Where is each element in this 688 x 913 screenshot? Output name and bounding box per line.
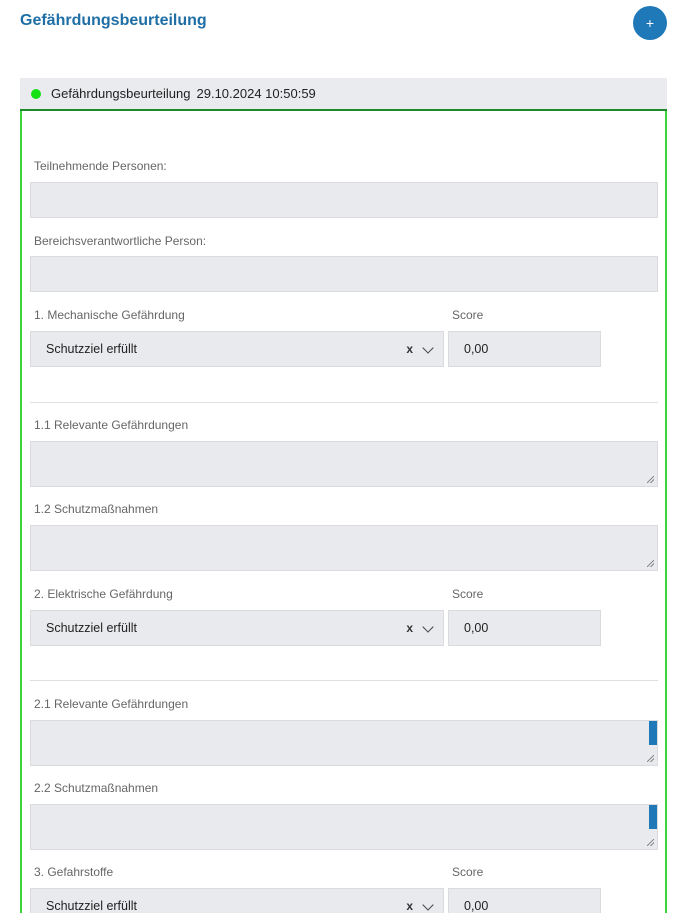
resize-handle-icon[interactable]: [647, 560, 654, 567]
section-1-relevant-label: 1.1 Relevante Gefährdungen: [34, 418, 189, 432]
card-timestamp: 29.10.2024 10:50:59: [196, 86, 316, 101]
section-2-relevant-label: 2.1 Relevante Gefährdungen: [34, 697, 189, 711]
section-3-score-label: Score: [452, 865, 484, 879]
participants-input[interactable]: [30, 182, 658, 218]
card-header[interactable]: [20, 78, 667, 111]
status-dot-icon: [31, 89, 41, 99]
section-3-score: [448, 888, 601, 913]
section-3-label: 3. Gefahrstoffe: [34, 865, 114, 879]
add-button[interactable]: +: [633, 6, 667, 40]
divider: [30, 402, 658, 403]
section-2-select[interactable]: [30, 610, 444, 646]
section-1-score-label: Score: [452, 308, 484, 322]
section-1-measures-textarea[interactable]: [30, 525, 658, 571]
chevron-down-icon[interactable]: [422, 621, 433, 632]
page-title: Gefährdungsbeurteilung: [20, 12, 207, 29]
resize-handle-icon[interactable]: [647, 839, 654, 846]
scrollbar-thumb[interactable]: [649, 721, 657, 745]
section-1-relevant-textarea[interactable]: [30, 441, 658, 487]
responsible-input[interactable]: [30, 256, 658, 292]
section-2-measures-textarea[interactable]: [30, 804, 658, 850]
section-1-label: 1. Mechanische Gefährdung: [34, 308, 185, 322]
section-2-measures-label: 2.2 Schutzmaßnahmen: [34, 781, 159, 795]
section-2-label: 2. Elektrische Gefährdung: [34, 587, 173, 601]
section-2-select-value: Schutzziel erfüllt: [46, 621, 138, 635]
section-3-select-value: Schutzziel erfüllt: [46, 899, 138, 913]
section-1-score-value: 0,00: [464, 342, 489, 356]
section-3-select[interactable]: [30, 888, 444, 913]
section-2-relevant-textarea[interactable]: [30, 720, 658, 766]
resize-handle-icon[interactable]: [647, 755, 654, 762]
section-2-score-label: Score: [452, 587, 484, 601]
divider: [30, 680, 658, 681]
responsible-label: Bereichsverantwortliche Person:: [34, 234, 207, 248]
chevron-down-icon[interactable]: [422, 899, 433, 910]
section-1-select[interactable]: [30, 331, 444, 367]
scrollbar-thumb[interactable]: [649, 805, 657, 829]
clear-icon[interactable]: x: [406, 342, 413, 356]
card-title: Gefährdungsbeurteilung: [51, 86, 191, 101]
section-2-score: [448, 610, 601, 646]
resize-handle-icon[interactable]: [647, 476, 654, 483]
chevron-down-icon[interactable]: [422, 342, 433, 353]
section-3-score-value: 0,00: [464, 899, 489, 913]
section-1-score: [448, 331, 601, 367]
clear-icon[interactable]: x: [406, 899, 413, 913]
section-1-select-value: Schutzziel erfüllt: [46, 342, 138, 356]
section-1-measures-label: 1.2 Schutzmaßnahmen: [34, 502, 159, 516]
section-2-score-value: 0,00: [464, 621, 489, 635]
clear-icon[interactable]: x: [406, 621, 413, 635]
participants-label: Teilnehmende Personen:: [34, 159, 167, 173]
